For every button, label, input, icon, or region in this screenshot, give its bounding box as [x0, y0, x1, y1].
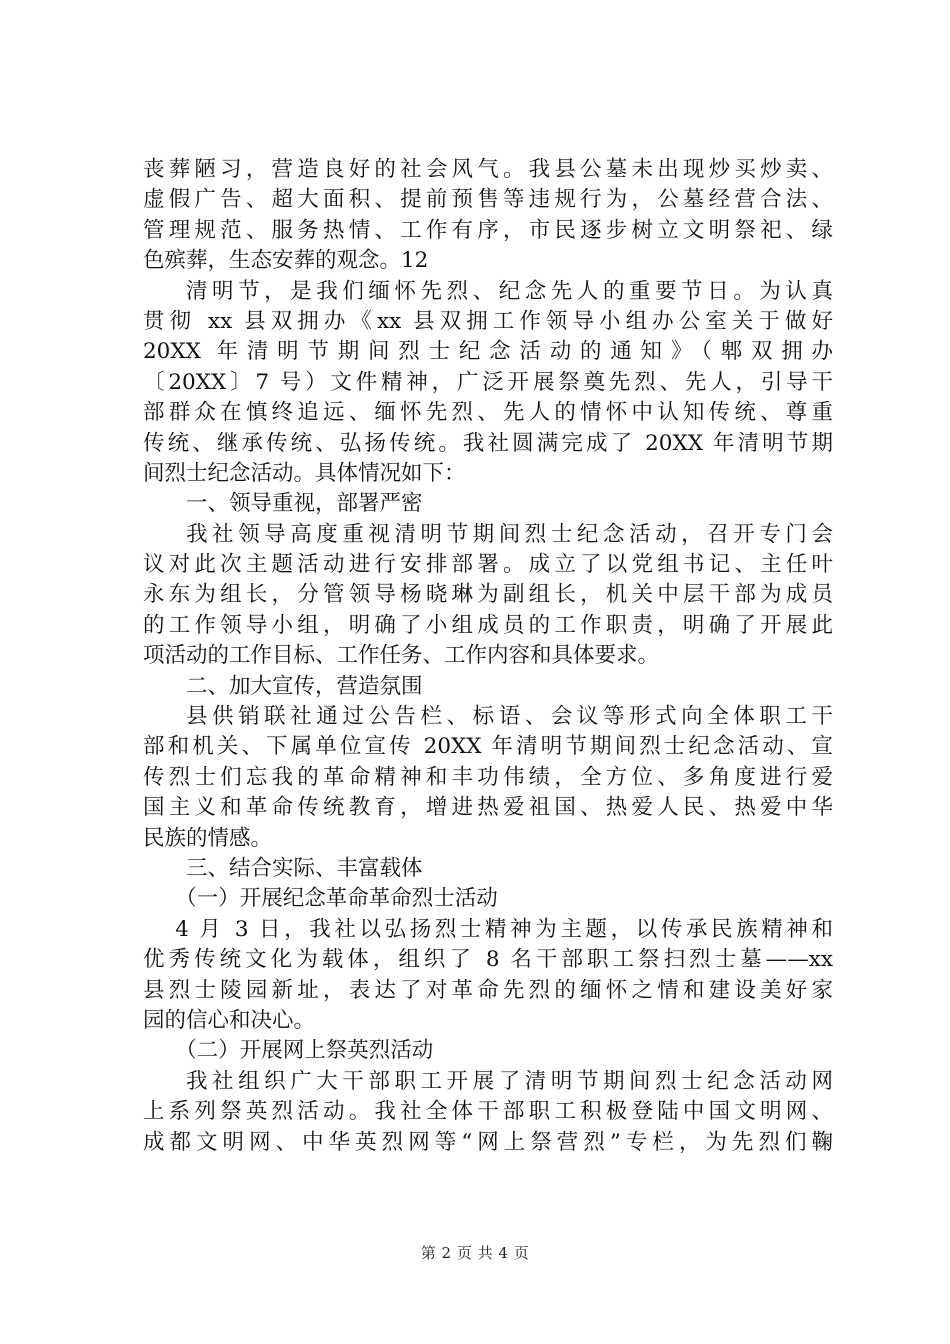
text-line: 园的信心和决心。 [143, 1007, 316, 1033]
text-line: 议对此次主题活动进行安排部署。成立了以党组书记、主任叶 [143, 552, 833, 578]
text-line: 4 月 3 日，我社以弘扬烈士精神为主题，以传承民族精神和 [175, 916, 833, 942]
text-line: （一）开展纪念革命革命烈士活动 [175, 886, 498, 912]
text-line: 二、加大宣传，营造氛围 [186, 673, 423, 699]
text-line: 县烈士陵园新址，表达了对革命先烈的缅怀之情和建设美好家 [143, 977, 833, 1003]
text-line: 20XX 年清明节期间烈士纪念活动的通知》（郫双拥办 [143, 339, 833, 365]
text-line: 管理规范、服务热情、工作有序，市民逐步树立文明祭祀、绿 [143, 217, 833, 243]
text-line: 〔20XX〕7 号）文件精神，广泛开展祭奠先烈、先人，引导干 [143, 369, 833, 395]
text-line: 国主义和革命传统教育，增进热爱祖国、热爱人民、热爱中华 [143, 795, 833, 821]
text-line: 间烈士纪念活动。具体情况如下： [143, 460, 466, 486]
text-line: （二）开展网上祭英烈活动 [175, 1038, 434, 1064]
text-line: 色殡葬，生态安葬的观念。12 [143, 248, 429, 274]
text-line: 项活动的工作目标、工作任务、工作内容和具体要求。 [143, 643, 660, 669]
text-line: 一、领导重视，部署严密 [186, 491, 423, 517]
text-line: 部和机关、下属单位宣传 20XX 年清明节期间烈士纪念活动、宣 [143, 734, 833, 760]
text-line: 优秀传统文化为载体，组织了 8 名干部职工祭扫烈士墓——xx [143, 947, 833, 973]
text-line: 虚假广告、超大面积、提前预售等违规行为，公墓经营合法、 [143, 187, 833, 213]
text-line: 成都文明网、中华英烈网等“网上祭营烈”专栏，为先烈们鞠 [143, 1129, 833, 1155]
text-line: 三、结合实际、丰富载体 [186, 855, 423, 881]
text-line: 上系列祭英烈活动。我社全体干部职工积极登陆中国文明网、 [143, 1099, 833, 1125]
text-line: 我社组织广大干部职工开展了清明节期间烈士纪念活动网 [186, 1068, 833, 1094]
text-line: 传烈士们忘我的革命精神和丰功伟绩，全方位、多角度进行爱 [143, 764, 833, 790]
text-line: 民族的情感。 [143, 825, 273, 851]
text-line: 贯彻 xx 县双拥办《xx 县双拥工作领导小组办公室关于做好 [143, 308, 833, 334]
text-line: 县供销联社通过公告栏、标语、会议等形式向全体职工干 [186, 704, 833, 730]
page-footer: 第 2 页 共 4 页 [420, 1244, 530, 1262]
text-line: 永东为组长，分管领导杨晓琳为副组长，机关中层干部为成员 [143, 582, 833, 608]
text-line: 部群众在慎终追远、缅怀先烈、先人的情怀中认知传统、尊重 [143, 400, 833, 426]
document-body [143, 155, 833, 1158]
text-line: 的工作领导小组，明确了小组成员的工作职责，明确了开展此 [143, 612, 833, 638]
text-line: 清明节，是我们缅怀先烈、纪念先人的重要节日。为认真 [186, 278, 833, 304]
text-line: 传统、继承传统、弘扬传统。我社圆满完成了 20XX 年清明节期 [143, 430, 833, 456]
text-line: 丧葬陋习，营造良好的社会风气。我县公墓未出现炒买炒卖、 [143, 157, 833, 182]
text-line: 我社领导高度重视清明节期间烈士纪念活动，召开专门会 [186, 521, 833, 547]
